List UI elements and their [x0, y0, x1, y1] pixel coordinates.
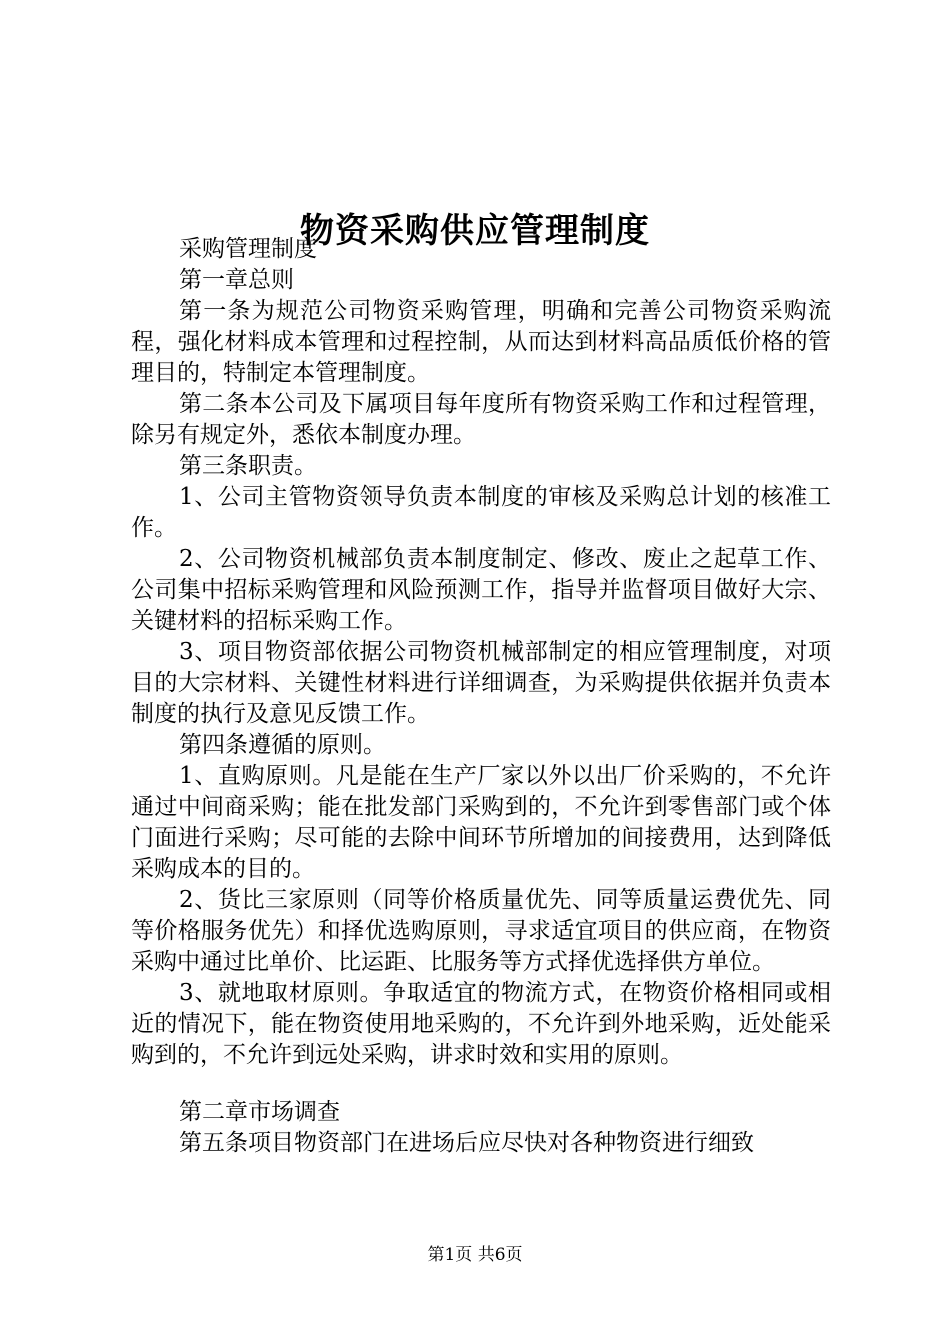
paragraph-chapter-2-title: 第二章市场调查 [179, 1099, 340, 1125]
paragraph-article-5: 第五条项目物资部门在进场后应尽快对各种物资进行细致 [179, 1130, 754, 1156]
paragraph-article-1: 第一条为规范公司物资采购管理，明确和完善公司物资采购流程，强化材料成本管理和过程控制，从而达到材料高品质低价格的管理目的，特制定本管理制度。 [131, 298, 831, 386]
paragraph-article-3: 第三条职责。 [179, 453, 317, 479]
paragraph-heading-procurement-system: 采购管理制度 [179, 236, 317, 262]
page-number-footer: 第1页 共6页 [427, 1245, 523, 1265]
paragraph-chapter-1-title: 第一章总则 [179, 267, 294, 293]
paragraph-article-3-item-3: 3、项目物资部依据公司物资机械部制定的相应管理制度，对项目的大宗材料、关键性材料进行详细调查，为采购提供依据并负责本制度的执行及意见反馈工作。 [131, 639, 831, 727]
paragraph-article-4-item-2: 2、货比三家原则（同等价格质量优先、同等质量运费优先、同等价格服务优先）和择优选购原则，寻求适宜项目的供应商，在物资采购中通过比单价、比运距、比服务等方式择优选择供方单位。 [131, 887, 831, 975]
paragraph-article-3-item-1: 1、公司主管物资领导负责本制度的审核及采购总计划的核准工作。 [131, 484, 831, 541]
document-body [131, 234, 831, 1159]
paragraph-article-4-item-1: 1、直购原则。凡是能在生产厂家以外以出厂价采购的，不允许通过中间商采购；能在批发部门采购到的，不允许到零售部门或个体门面进行采购；尽可能的去除中间环节所增加的间接费用，达到降低采购成本的目的。 [131, 763, 831, 882]
document-title: 物资采购供应管理制度 [300, 210, 650, 251]
paragraph-article-2: 第二条本公司及下属项目每年度所有物资采购工作和过程管理，除另有规定外，悉依本制度办理。 [131, 391, 831, 448]
paragraph-article-3-item-2: 2、公司物资机械部负责本制度制定、修改、废止之起草工作、公司集中招标采购管理和风险预测工作，指导并监督项目做好大宗、关键材料的招标采购工作。 [131, 546, 831, 634]
paragraph-article-4: 第四条遵循的原则。 [179, 732, 386, 758]
paragraph-article-4-item-3: 3、就地取材原则。争取适宜的物流方式，在物资价格相同或相近的情况下，能在物资使用地采购的，不允许到外地采购，近处能采购到的，不允许到远处采购，讲求时效和实用的原则。 [131, 980, 831, 1068]
